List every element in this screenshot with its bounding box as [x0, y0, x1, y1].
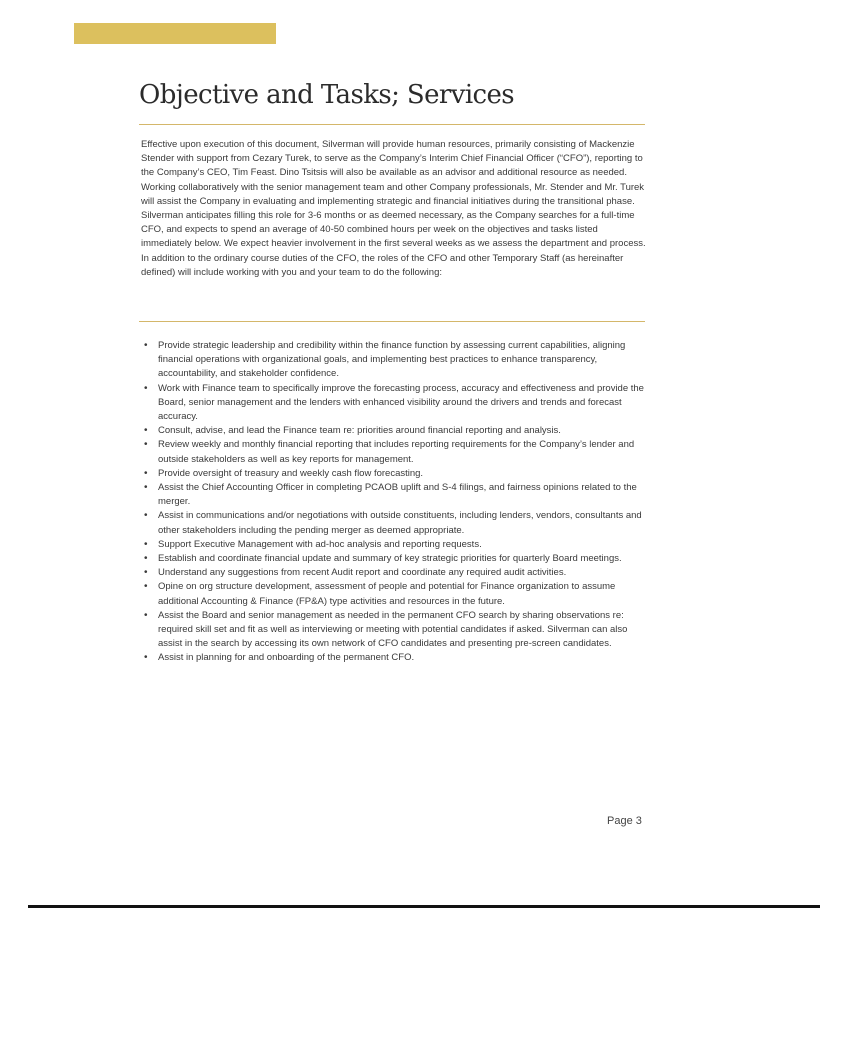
- header-accent-bar: [74, 23, 276, 44]
- task-text: Understand any suggestions from recent Audit report and coordinate any required audit activities.: [158, 567, 567, 579]
- page-bottom-border: [28, 905, 820, 908]
- bullet-icon: •: [144, 581, 148, 593]
- bullet-icon: •: [144, 382, 148, 394]
- list-item: [141, 580, 648, 608]
- bullet-icon: •: [144, 425, 148, 437]
- bullet-icon: •: [144, 553, 148, 565]
- list-item: [141, 438, 648, 466]
- list-item: [141, 481, 648, 509]
- bullet-icon: •: [144, 439, 148, 451]
- bullet-icon: •: [144, 510, 148, 522]
- task-text: Assist the Chief Accounting Officer in completing PCAOB uplift and S-4 filings, and fairness opinions related to the merger.: [158, 482, 637, 508]
- bullet-icon: •: [144, 340, 148, 351]
- task-text: Opine on org structure development, assessment of people and potential for Finance organization to assume additional Accounting & Finance (FP&A) type activities and resources in the future.: [158, 581, 616, 607]
- section-divider: [139, 321, 645, 322]
- bullet-icon: •: [144, 652, 148, 664]
- page-number: Page 3: [607, 815, 642, 827]
- bullet-icon: •: [144, 538, 148, 550]
- list-item: [141, 566, 648, 580]
- task-text: Assist the Board and senior management as needed in the permanent CFO search by sharing observations re: required skill set and fit as well as interviewing or meeting with potential candidates if asked. Silverman can also assist in the search by accessing its own network of CFO candidates and presenting pre-screen candidates.: [158, 609, 628, 650]
- list-item: [141, 424, 648, 438]
- page-title: Objective and Tasks; Services: [139, 80, 515, 110]
- bullet-icon: •: [144, 467, 148, 479]
- bullet-icon: •: [144, 609, 148, 621]
- task-text: Provide strategic leadership and credibility within the finance function by assessing current capabilities, aligning financial operations with organizational goals, and implementing best practices to enhance transparency, accountability, and stakeholder confidence.: [158, 340, 626, 380]
- task-text: Work with Finance team to specifically improve the forecasting process, accuracy and effectiveness and provide the Board, senior management and the lenders with enhanced visibility around the drivers and trends and forecast accuracy.: [158, 382, 644, 423]
- task-text: Support Executive Management with ad-hoc analysis and reporting requests.: [158, 538, 482, 550]
- list-item: [141, 339, 648, 382]
- list-item: [141, 382, 648, 425]
- list-item: [141, 467, 648, 481]
- task-text: Consult, advise, and lead the Finance team re: priorities around financial reporting and analysis.: [158, 425, 561, 437]
- list-item: [141, 538, 648, 552]
- list-item: [141, 651, 648, 665]
- list-item: [141, 552, 648, 566]
- task-text: Review weekly and monthly financial reporting that includes reporting requirements for the Company’s lender and outside stakeholders as well as key reports for management.: [158, 439, 635, 465]
- bullet-icon: •: [144, 482, 148, 494]
- title-divider: [139, 124, 645, 125]
- task-text: Assist in communications and/or negotiations with outside constituents, including lenders, vendors, consultants and other stakeholders including the pending merger as deemed appropriate.: [158, 510, 642, 536]
- bullet-icon: •: [144, 567, 148, 579]
- task-text: Provide oversight of treasury and weekly cash flow forecasting.: [158, 467, 424, 479]
- list-item: [141, 609, 648, 652]
- task-text: Establish and coordinate financial update and summary of key strategic priorities for quarterly Board meetings.: [158, 553, 622, 565]
- task-list: [141, 339, 648, 666]
- task-text: Assist in planning for and onboarding of the permanent CFO.: [158, 652, 415, 664]
- intro-paragraph: Effective upon execution of this document, Silverman will provide human resources, primarily consisting of Mackenzie Stender with support from Cezary Turek, to serve as the Company’s Interim Chief Financial Officer (“CFO”), reporting to the Company’s CEO, Tim Feast. Dino Tsitsis will also be available as an advisor and additional resource as needed. Working collaboratively with the senior management team and other Company professionals, Mr. Stender and Mr. Turek will assist the Company in evaluating and implementing strategic and financial initiatives during the transitional phase. Silverman anticipates filling this role for 3-6 months or as deemed necessary, as the Company searches for a full-time CFO, and expects to spend an average of 40-50 combined hours per week on the objectives and tasks listed immediately below. We expect heavier involvement in the first several weeks as we assess the department and process. In addition to the ordinary course duties of the CFO, the roles of the CFO and other Temporary Staff (as hereinafter defined) will include working with you and your team to do the following:: [141, 139, 646, 278]
- list-item: [141, 509, 648, 537]
